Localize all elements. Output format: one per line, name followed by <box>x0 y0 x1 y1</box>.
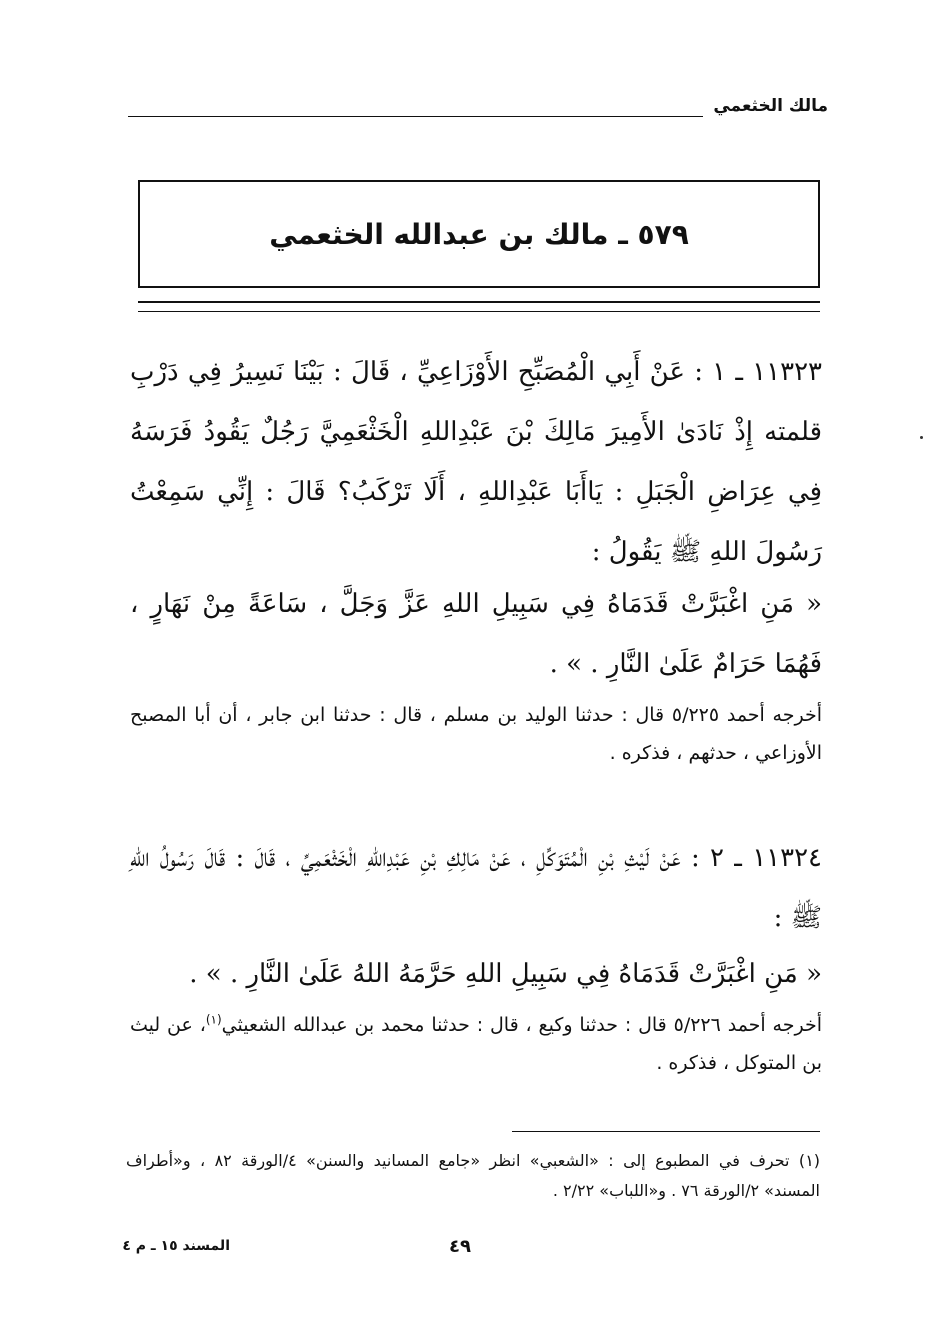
chapter-rule-bottom <box>138 311 820 312</box>
chapter-heading-box <box>138 180 820 288</box>
hadith-2-takhrij-end: ، عن ليث بن المتوكل ، فذكره . <box>130 1014 822 1074</box>
hadith-1-takhrij: أخرجه أحمد ٥/٢٢٥ قال : حدثنا الوليد بن مسلم ، قال : حدثنا ابن جابر ، أن أبا المصبح الأوزاعي ، حدثهم ، فذكره . <box>130 704 822 764</box>
hadith-2-quote: « مَنِ اغْبَرَّتْ قَدَمَاهُ فِي سَبِيلِ اللهِ حَرَّمَهُ اللهُ عَلَىٰ النَّارِ . » . <box>189 959 822 989</box>
footnote-reference: (١) <box>205 1012 222 1027</box>
printer-signature: المسند ١٥ ـ م ٤ <box>122 1238 230 1254</box>
footnote-separator <box>512 1131 820 1132</box>
chapter-rule-top <box>138 301 820 303</box>
hadith-1-text: ١١٣٢٣ ـ ١ : عَنْ أَبِي الْمُصَبِّحِ الأَوْزَاعِيِّ ، قَالَ : بَيْنَا نَسِيرُ فِي دَرْبِ قلمته إِذْ نَادَىٰ الأَمِيرَ مَالِكَ بْنَ عَبْدِاللهِ الْخَثْعَمِيَّ رَجُلٌ يَقُودُ فَرَسَهُ فِي عِرَاضِ الْجَبَلِ : يَاأَبَا عَبْدِاللهِ ، أَلَا تَرْكَبُ؟ قَالَ : إِنِّي سَمِعْتُ رَسُولَ اللهِ ﷺ يَقُولُ : <box>130 357 823 567</box>
footnote-text: (١) تحرف في المطبوع إلى : «الشعبي» انظر «جامع المسانيد والسنن» ٤/الورقة ٨٢ ، و«أطراف المسند» ٢/الورقة ٧٦ . و«اللباب» ٢/٢٢ . <box>126 1151 821 1200</box>
page-number: ٤٩ <box>449 1236 471 1257</box>
hadith-1-quote: « مَنِ اغْبَرَّتْ قَدَمَاهُ فِي سَبِيلِ اللهِ عَزَّ وَجَلَّ ، سَاعَةً مِنْ نَهَارٍ ، فَهُمَا حَرَامٌ عَلَىٰ النَّارِ . » . <box>130 589 822 679</box>
hadith-2-takhrij <box>130 1006 822 1082</box>
running-header-rule <box>128 116 703 117</box>
scan-speck <box>920 436 923 439</box>
running-header-title: مالك الخثعمي <box>713 96 828 116</box>
hadith-2-takhrij-start: أخرجه أحمد ٥/٢٢٦ قال : حدثنا وكيع ، قال : حدثنا محمد بن عبدالله الشعيثي <box>221 1014 822 1036</box>
chapter-title: ٥٧٩ ـ مالك بن عبدالله الخثعمي <box>269 217 689 251</box>
hadith-2-text: ١١٣٢٤ ـ ٢ : عَنْ لَيْثِ بْنِ الْمُتَوَكِّلِ ، عَنْ مَالِكِ بْنِ عَبْدِاللهِ الْخَثْعَمِيِّ ، قَالَ : قَالَ رَسُولُ اللهِ ﷺ : <box>130 843 823 933</box>
running-header <box>128 96 828 126</box>
